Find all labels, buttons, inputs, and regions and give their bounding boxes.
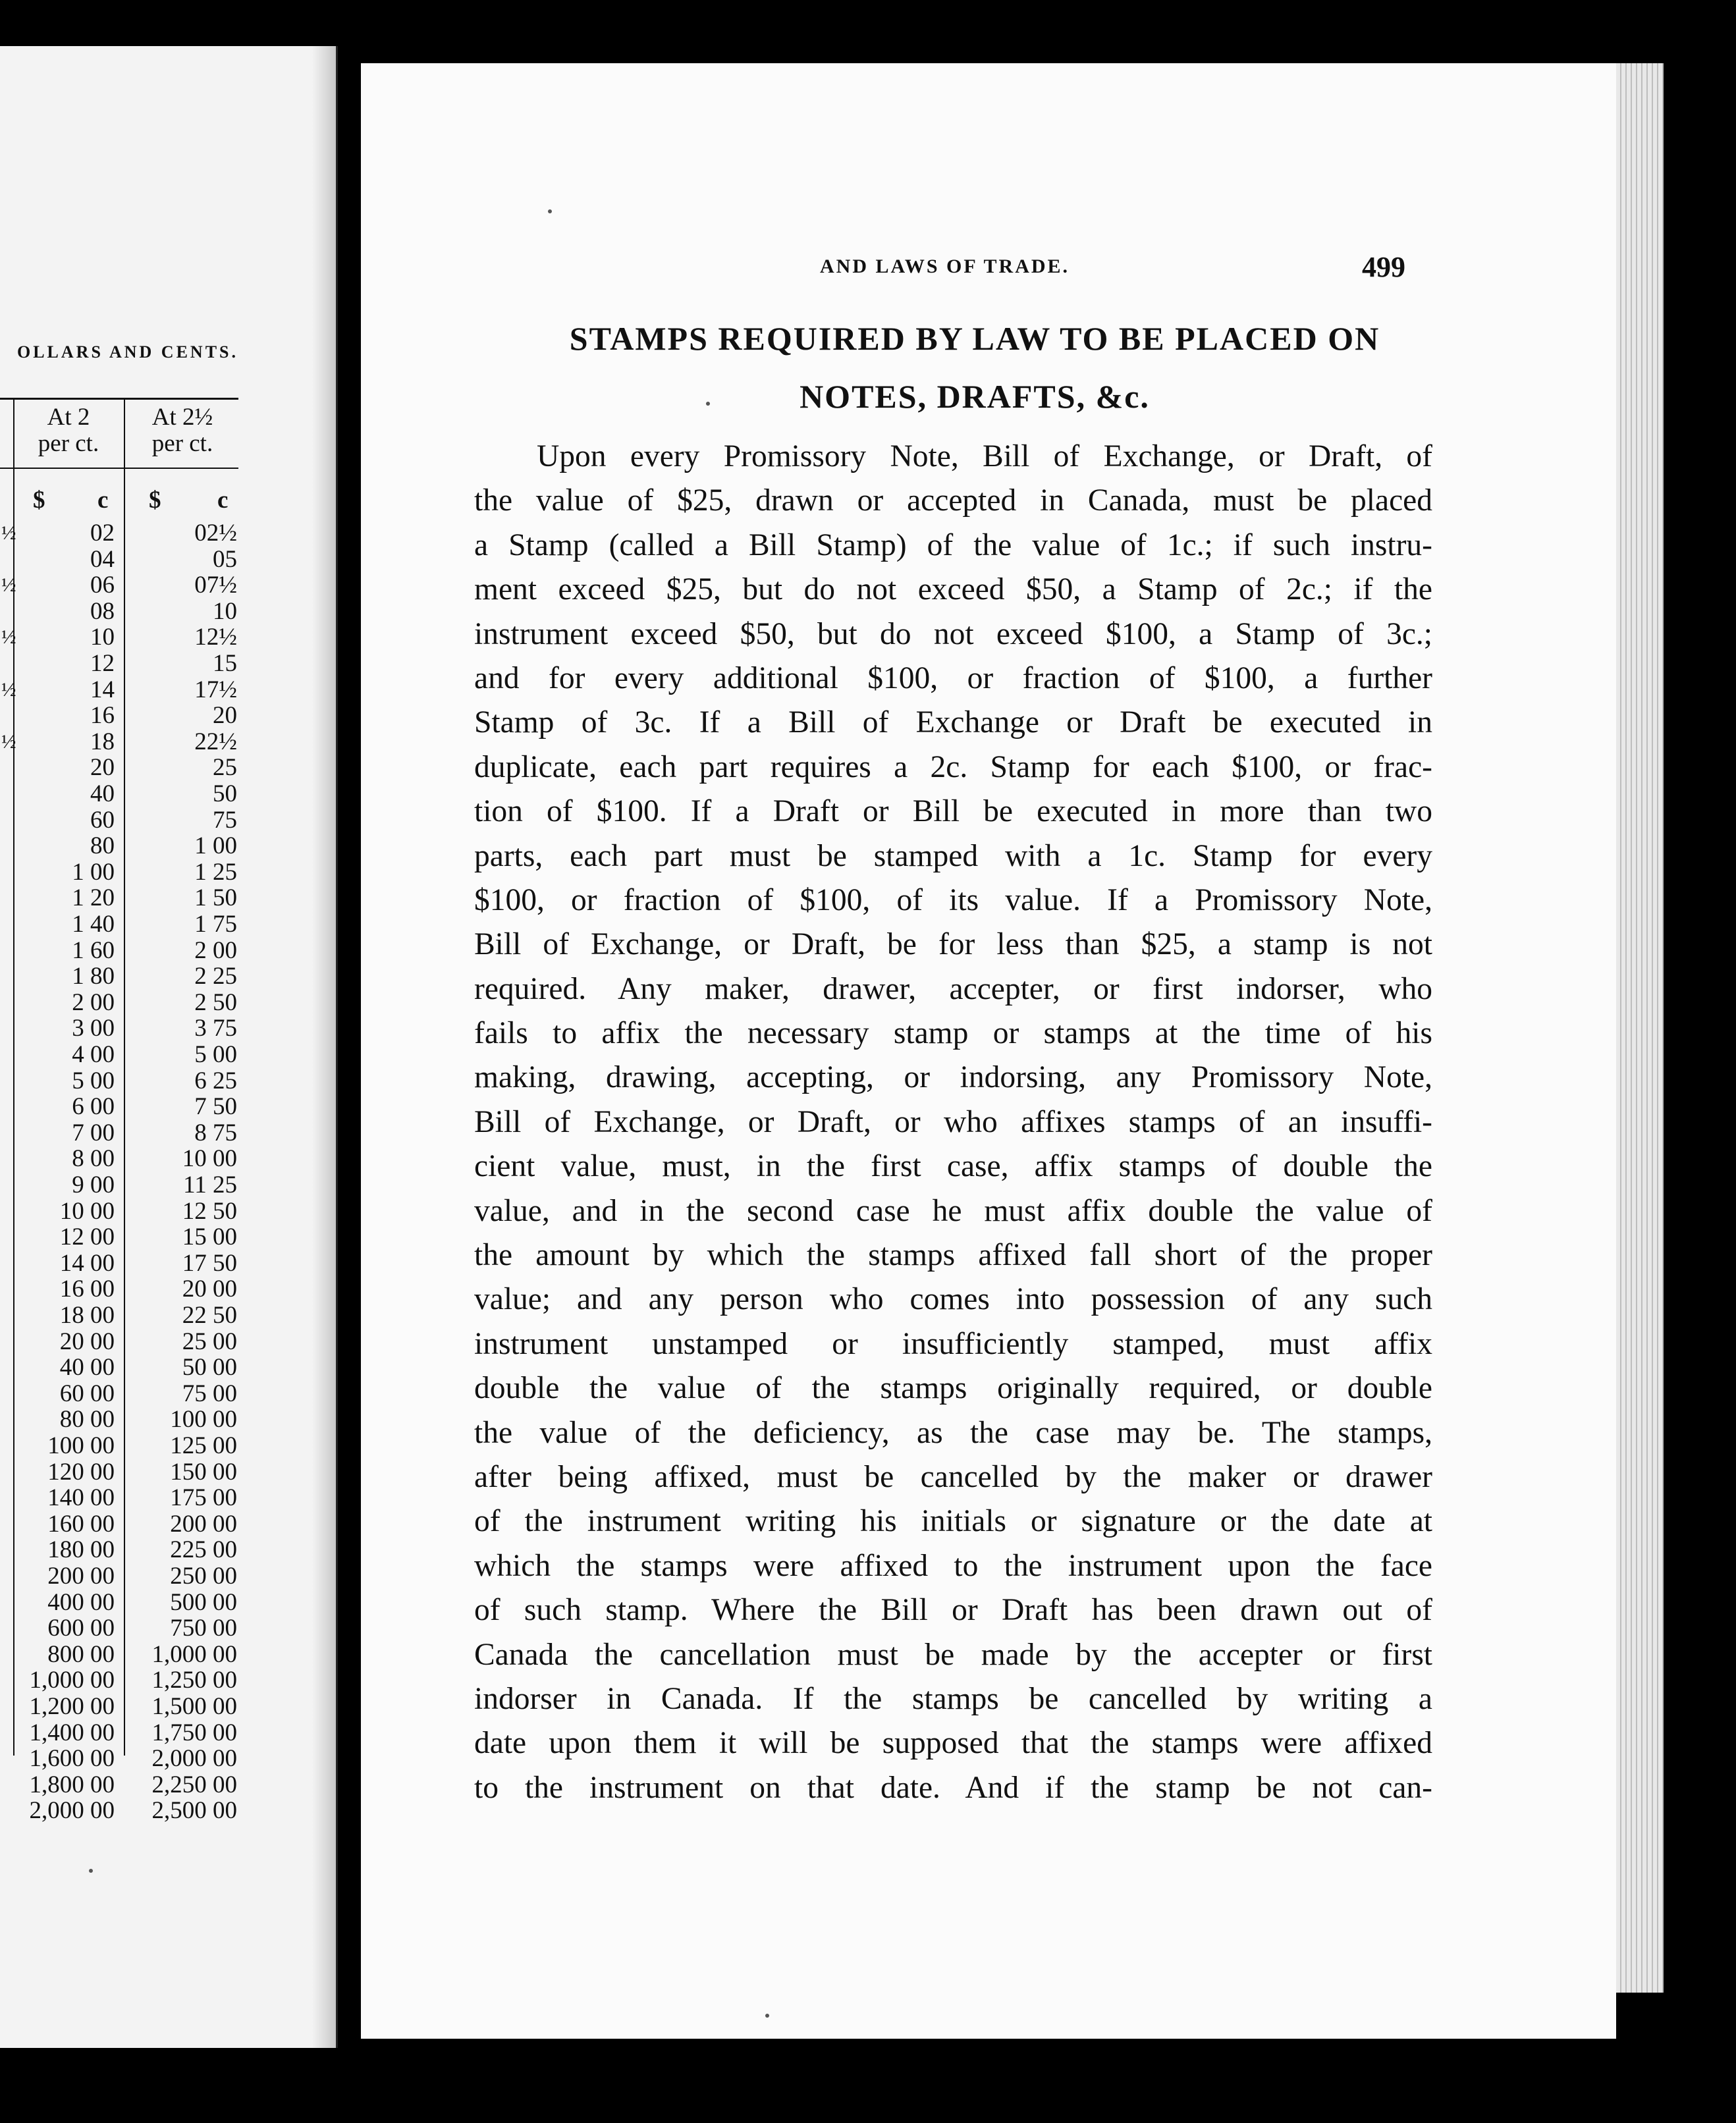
table-cell-2-percent: 80	[90, 832, 115, 860]
body-line: to the instrument on that date. And if the stamp be not can-	[474, 1770, 1432, 1805]
table-cell-2-half-percent: 02½	[194, 520, 237, 547]
row-fragment: ½	[1, 730, 16, 753]
body-line: making, drawing, accepting, or indorsing, any Promissory Note,	[474, 1060, 1432, 1095]
table-cell-2-half-percent: 200 00	[170, 1510, 237, 1538]
table-cell-2-half-percent: 20 00	[182, 1276, 237, 1303]
table-cell-2-percent: 10	[90, 624, 115, 651]
table-cell-2-percent: 2 00	[72, 988, 115, 1016]
column-header-line: per ct.	[38, 430, 99, 457]
body-line: Bill of Exchange, or Draft, or who affixes stamps of an insuffi-	[474, 1104, 1432, 1139]
table-cell-2-percent: 1 20	[72, 884, 115, 912]
table-cell-2-half-percent: 1 00	[194, 832, 237, 860]
table-cell-2-half-percent: 125 00	[170, 1432, 237, 1459]
table-cell-2-percent: 10 00	[59, 1197, 115, 1225]
body-line: a Stamp (called a Bill Stamp) of the value of 1c.; if such instru-	[474, 527, 1432, 562]
row-fragment: ½	[1, 626, 16, 649]
table-cell-2-half-percent: 8 75	[194, 1119, 237, 1146]
table-cell-2-percent: 20	[90, 754, 115, 782]
table-cell-2-half-percent: 5 00	[194, 1041, 237, 1068]
cents-unit: c	[217, 487, 229, 514]
running-head: AND LAWS OF TRADE.	[820, 255, 1070, 277]
table-cell-2-percent: 120 00	[47, 1458, 115, 1486]
table-cell-2-half-percent: 250 00	[170, 1563, 237, 1590]
table-cell-2-percent: 14	[90, 676, 115, 703]
table-cell-2-half-percent: 17 50	[182, 1249, 237, 1277]
table-cell-2-percent: 1 80	[72, 963, 115, 990]
table-cell-2-percent: 16	[90, 702, 115, 730]
body-line: the value of the deficiency, as the case may be. The stamps,	[474, 1415, 1432, 1450]
body-line: Canada the cancellation must be made by the accepter or first	[474, 1637, 1432, 1672]
body-line: instrument exceed $50, but do not exceed $100, a Stamp of 3c.;	[474, 616, 1432, 651]
column-header-2-percent	[16, 404, 121, 457]
row-fragment: ½	[1, 678, 16, 701]
table-cell-2-percent: 6 00	[72, 1093, 115, 1121]
table-cell-2-percent: 1 00	[72, 858, 115, 886]
table-cell-2-percent: 600 00	[47, 1615, 115, 1642]
table-cell-2-percent: 9 00	[72, 1171, 115, 1198]
table-cell-2-half-percent: 50	[213, 780, 237, 807]
body-line: double the value of the stamps originally required, or double	[474, 1371, 1432, 1406]
table-cell-2-half-percent: 1,500 00	[151, 1693, 237, 1720]
table-cell-2-percent: 3 00	[72, 1015, 115, 1042]
table-cell-2-percent: 1,200 00	[29, 1693, 115, 1720]
table-cell-2-half-percent: 75	[213, 806, 237, 834]
table-cell-2-percent: 60	[90, 806, 115, 834]
table-cell-2-half-percent: 15 00	[182, 1223, 237, 1251]
row-fragment: ½	[1, 522, 16, 544]
table-cell-2-half-percent: 10	[213, 597, 237, 625]
table-cell-2-percent: 400 00	[47, 1588, 115, 1616]
body-line: duplicate, each part requires a 2c. Stamp for each $100, or frac-	[474, 749, 1432, 784]
body-line: which the stamps were affixed to the instrument upon the face	[474, 1548, 1432, 1583]
print-speck	[765, 2014, 769, 2018]
body-line: indorser in Canada. If the stamps be cancelled by writing a	[474, 1681, 1432, 1716]
body-line: Upon every Promissory Note, Bill of Exchange, or Draft, of	[537, 439, 1432, 473]
table-cell-2-half-percent: 10 00	[182, 1145, 237, 1173]
body-line: ment exceed $25, but do not exceed $50, a Stamp of 2c.; if the	[474, 572, 1432, 607]
column-divider	[124, 399, 125, 1756]
table-cell-2-half-percent: 15	[213, 650, 237, 677]
table-cell-2-half-percent: 22 50	[182, 1302, 237, 1329]
title-line: NOTES, DRAFTS, &c.	[800, 378, 1150, 415]
table-cell-2-half-percent: 20	[213, 702, 237, 730]
table-cell-2-percent: 1 40	[72, 911, 115, 938]
body-line: cient value, must, in the first case, affix stamps of double the	[474, 1149, 1432, 1184]
body-line: instrument unstamped or insufficiently stamped, must affix	[474, 1326, 1432, 1361]
table-cell-2-percent: 1,400 00	[29, 1719, 115, 1746]
body-line: and for every additional $100, or fraction of $100, a further	[474, 660, 1432, 695]
dollar-unit: $	[149, 487, 161, 514]
print-speck	[89, 1869, 93, 1873]
table-cell-2-half-percent: 2,000 00	[151, 1745, 237, 1773]
table-cell-2-half-percent: 2 25	[194, 963, 237, 990]
table-cell-2-percent: 40	[90, 780, 115, 807]
table-cell-2-half-percent: 6 25	[194, 1067, 237, 1094]
column-header-2-half-percent	[126, 404, 238, 457]
table-cell-2-half-percent: 05	[213, 545, 237, 573]
body-line: tion of $100. If a Draft or Bill be executed in more than two	[474, 794, 1432, 829]
table-cell-2-half-percent: 07½	[194, 572, 237, 599]
table-cell-2-half-percent: 100 00	[170, 1406, 237, 1434]
row-fragment: ½	[1, 574, 16, 597]
dollar-unit: $	[33, 487, 45, 514]
table-cell-2-percent: 06	[90, 572, 115, 599]
table-cell-2-half-percent: 500 00	[170, 1588, 237, 1616]
page-edges	[1616, 63, 1664, 1993]
table-cell-2-half-percent: 175 00	[170, 1484, 237, 1512]
table-header: OLLARS AND CENTS.	[16, 342, 238, 362]
table-cell-2-percent: 18	[90, 728, 115, 755]
body-line: Bill of Exchange, or Draft, be for less than $25, a stamp is not	[474, 927, 1432, 962]
table-cell-2-half-percent: 1,750 00	[151, 1719, 237, 1746]
table-cell-2-half-percent: 17½	[194, 676, 237, 703]
table-cell-2-percent: 80 00	[59, 1406, 115, 1434]
table-cell-2-percent: 4 00	[72, 1041, 115, 1068]
column-header-line: per ct.	[151, 430, 213, 457]
table-cell-2-half-percent: 2 50	[194, 988, 237, 1016]
left-page	[0, 46, 338, 2048]
table-cell-2-half-percent: 22½	[194, 728, 237, 755]
table-cell-2-percent: 1,800 00	[29, 1771, 115, 1798]
table-cell-2-percent: 16 00	[59, 1276, 115, 1303]
table-cell-2-percent: 1,000 00	[29, 1667, 115, 1694]
table-cell-2-percent: 12 00	[59, 1223, 115, 1251]
table-cell-2-half-percent: 25	[213, 754, 237, 782]
column-header-line: At 2	[47, 404, 90, 431]
table-cell-2-percent: 1 60	[72, 936, 115, 964]
table-cell-2-half-percent: 2,250 00	[151, 1771, 237, 1798]
table-cell-2-percent: 18 00	[59, 1302, 115, 1329]
table-cell-2-half-percent: 50 00	[182, 1354, 237, 1382]
body-line: value; and any person who comes into possession of any such	[474, 1282, 1432, 1317]
body-line: of the instrument writing his initials or signature or the date at	[474, 1504, 1432, 1539]
table-cell-2-half-percent: 12½	[194, 624, 237, 651]
table-cell-2-percent: 180 00	[47, 1536, 115, 1564]
table-cell-2-half-percent: 1,000 00	[151, 1640, 237, 1668]
body-line: of such stamp. Where the Bill or Draft has been drawn out of	[474, 1593, 1432, 1628]
body-line: the amount by which the stamps affixed fall short of the proper	[474, 1238, 1432, 1273]
table-cell-2-percent: 800 00	[47, 1640, 115, 1668]
table-cell-2-half-percent: 25 00	[182, 1328, 237, 1355]
table-cell-2-percent: 8 00	[72, 1145, 115, 1173]
table-cell-2-half-percent: 11 25	[183, 1171, 237, 1198]
table-cell-2-half-percent: 7 50	[194, 1093, 237, 1121]
gutter-shadow	[312, 46, 336, 2048]
body-line: date upon them it will be supposed that the stamps were affixed	[474, 1726, 1432, 1761]
page-number: 499	[1362, 251, 1405, 283]
table-cell-2-percent: 1,600 00	[29, 1745, 115, 1773]
table-cell-2-half-percent: 1,250 00	[151, 1667, 237, 1694]
title-line: STAMPS REQUIRED BY LAW TO BE PLACED ON	[569, 320, 1380, 357]
body-line: value, and in the second case he must affix double the value of	[474, 1193, 1432, 1228]
table-cell-2-percent: 02	[90, 520, 115, 547]
table-cell-2-percent: 08	[90, 597, 115, 625]
table-cell-2-percent: 160 00	[47, 1510, 115, 1538]
table-cell-2-half-percent: 2,500 00	[151, 1797, 237, 1825]
table-cell-2-percent: 200 00	[47, 1563, 115, 1590]
table-cell-2-percent: 7 00	[72, 1119, 115, 1146]
table-cell-2-half-percent: 750 00	[170, 1615, 237, 1642]
table-cell-2-percent: 2,000 00	[29, 1797, 115, 1825]
body-line: $100, or fraction of $100, of its value. If a Promissory Note,	[474, 882, 1432, 917]
table-cell-2-half-percent: 75 00	[182, 1380, 237, 1407]
table-cell-2-percent: 40 00	[59, 1354, 115, 1382]
table-cell-2-half-percent: 1 25	[194, 858, 237, 886]
table-header-rule	[0, 468, 238, 469]
table-cell-2-percent: 60 00	[59, 1380, 115, 1407]
body-line: required. Any maker, drawer, accepter, or first indorser, who	[474, 971, 1432, 1006]
print-speck	[548, 209, 552, 213]
table-cell-2-percent: 04	[90, 545, 115, 573]
column-divider	[13, 399, 14, 1756]
table-cell-2-percent: 100 00	[47, 1432, 115, 1459]
body-line: parts, each part must be stamped with a 1c. Stamp for every	[474, 838, 1432, 873]
body-line: Stamp of 3c. If a Bill of Exchange or Draft be executed in	[474, 705, 1432, 740]
print-speck	[706, 402, 710, 406]
table-cell-2-percent: 5 00	[72, 1067, 115, 1094]
body-line: after being affixed, must be cancelled by the maker or drawer	[474, 1459, 1432, 1494]
body-paragraph	[474, 435, 1432, 1810]
table-cell-2-half-percent: 150 00	[170, 1458, 237, 1486]
table-cell-2-percent: 140 00	[47, 1484, 115, 1512]
table-cell-2-half-percent: 225 00	[170, 1536, 237, 1564]
table-cell-2-percent: 14 00	[59, 1249, 115, 1277]
table-top-rule	[0, 398, 238, 400]
table-cell-2-percent: 20 00	[59, 1328, 115, 1355]
body-line: the value of $25, drawn or accepted in Canada, must be placed	[474, 483, 1432, 518]
table-cell-2-percent: 12	[90, 650, 115, 677]
table-cell-2-half-percent: 2 00	[194, 936, 237, 964]
cents-unit: c	[97, 487, 109, 514]
table-cell-2-half-percent: 1 50	[194, 884, 237, 912]
section-title	[461, 309, 1488, 425]
body-line: fails to affix the necessary stamp or stamps at the time of his	[474, 1016, 1432, 1051]
column-header-line: At 2½	[151, 404, 213, 431]
table-cell-2-half-percent: 1 75	[194, 911, 237, 938]
table-cell-2-half-percent: 3 75	[194, 1015, 237, 1042]
table-cell-2-half-percent: 12 50	[182, 1197, 237, 1225]
